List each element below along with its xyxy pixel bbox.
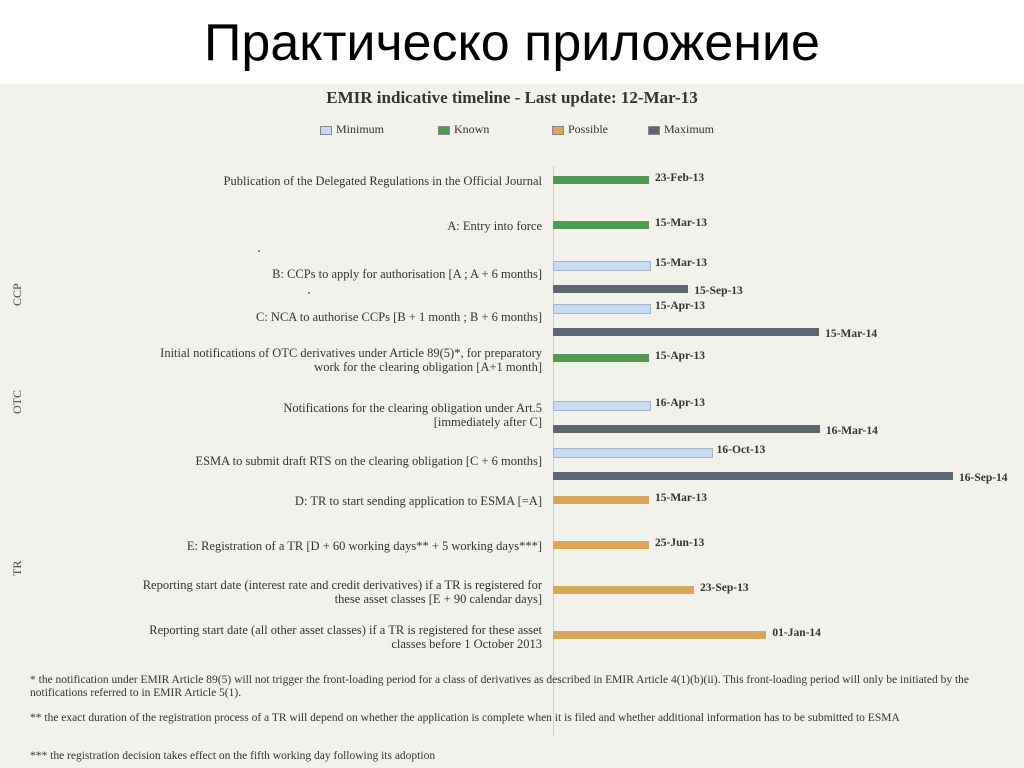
bar-date-label: 15-Sep-13 [694, 285, 743, 297]
bar-date-label: 16-Sep-14 [959, 472, 1008, 484]
row-label: A: Entry into force [447, 219, 542, 233]
legend-label: Minimum [336, 122, 385, 136]
row-label: Reporting start date (all other asset classes) if a TR is registered for these asset classes before 1 October 2013 [149, 623, 542, 651]
bar-date-label: 15-Apr-13 [655, 350, 706, 362]
bar-date-label: 15-Mar-13 [655, 217, 707, 229]
footnote: *** the registration decision takes effect on the fifth working day following its adoption [30, 750, 436, 762]
slide-title: Практическо приложение [204, 14, 820, 72]
chart-title: EMIR indicative timeline - Last update: 12-Mar-13 [326, 88, 698, 107]
scan-speck [258, 250, 260, 252]
row-label: Publication of the Delegated Regulations in the Official Journal [223, 174, 542, 188]
row-label: Notifications for the clearing obligation under Art.5 [immediately after C] [283, 401, 542, 429]
scan-speck [308, 292, 310, 294]
footnote: * the notification under EMIR Article 89(5) will not trigger the front-loading period for a class of derivatives as described in EMIR Article 4(1)(b)(ii). This front-loading period will only be initiated by the notifications referred to in EMIR Article 5(1). [30, 674, 970, 699]
bar-minimum [553, 401, 651, 411]
bar-date-label: 23-Feb-13 [655, 172, 705, 184]
group-label-ccp: CCP [10, 283, 24, 306]
row-label: B: CCPs to apply for authorisation [A ; A + 6 months] [272, 267, 542, 281]
footnote: ** the exact duration of the registration process of a TR will depend on whether the application is complete when it is filed and whether additional information has to be submitted to ESMA [30, 712, 900, 724]
bar-date-label: 15-Mar-13 [655, 492, 707, 504]
bar-date-label: 16-Mar-14 [825, 425, 878, 437]
legend-swatch [438, 126, 450, 135]
row-label: D: TR to start sending application to ESMA [=A] [294, 494, 542, 508]
bar-possible [553, 586, 694, 594]
row-label: Reporting start date (interest rate and credit derivatives) if a TR is registered for these asset classes [E + 90 calendar days] [142, 578, 542, 606]
legend-label: Known [454, 122, 490, 136]
legend-item [320, 122, 384, 137]
legend-item [438, 122, 489, 137]
bar-minimum [553, 261, 651, 271]
bar-known [553, 176, 649, 184]
bar-maximum [553, 425, 820, 433]
group-label-otc: OTC [10, 390, 24, 414]
bar-maximum [553, 472, 953, 480]
bar-date-label: 15-Mar-14 [825, 328, 878, 340]
bar-maximum [553, 285, 688, 293]
bar-known [553, 221, 649, 229]
row-label: E: Registration of a TR [D + 60 working days** + 5 working days***] [186, 539, 542, 553]
bar-date-label: 15-Mar-13 [655, 257, 707, 269]
bar-possible [553, 496, 649, 504]
bar-minimum [553, 448, 713, 458]
legend-swatch [648, 126, 660, 135]
bar-known [553, 354, 649, 362]
bar-minimum [553, 304, 651, 314]
row-label: ESMA to submit draft RTS on the clearing obligation [C + 6 months] [195, 454, 542, 468]
bar-maximum [553, 328, 819, 336]
timeline-chart [0, 84, 1024, 768]
group-label-tr: TR [10, 560, 24, 576]
legend-swatch [552, 126, 564, 135]
bar-date-label: 16-Apr-13 [655, 397, 706, 409]
legend-item [648, 122, 714, 137]
bar-possible [553, 631, 766, 639]
bar-date-label: 16-Oct-13 [716, 444, 766, 456]
bar-date-label: 01-Jan-14 [772, 627, 821, 639]
row-label: Initial notifications of OTC derivatives under Article 89(5)*, for preparatory work for the clearing obligation [A+1 month] [160, 346, 542, 374]
bar-date-label: 23-Sep-13 [700, 582, 749, 594]
bar-date-label: 15-Apr-13 [655, 300, 706, 312]
bar-possible [553, 541, 649, 549]
row-label: C: NCA to authorise CCPs [B + 1 month ; B + 6 months] [256, 310, 542, 324]
legend-label: Maximum [664, 122, 714, 136]
legend-item [552, 122, 608, 137]
bar-date-label: 25-Jun-13 [655, 537, 705, 549]
legend-swatch [320, 126, 332, 135]
legend-label: Possible [568, 122, 609, 136]
